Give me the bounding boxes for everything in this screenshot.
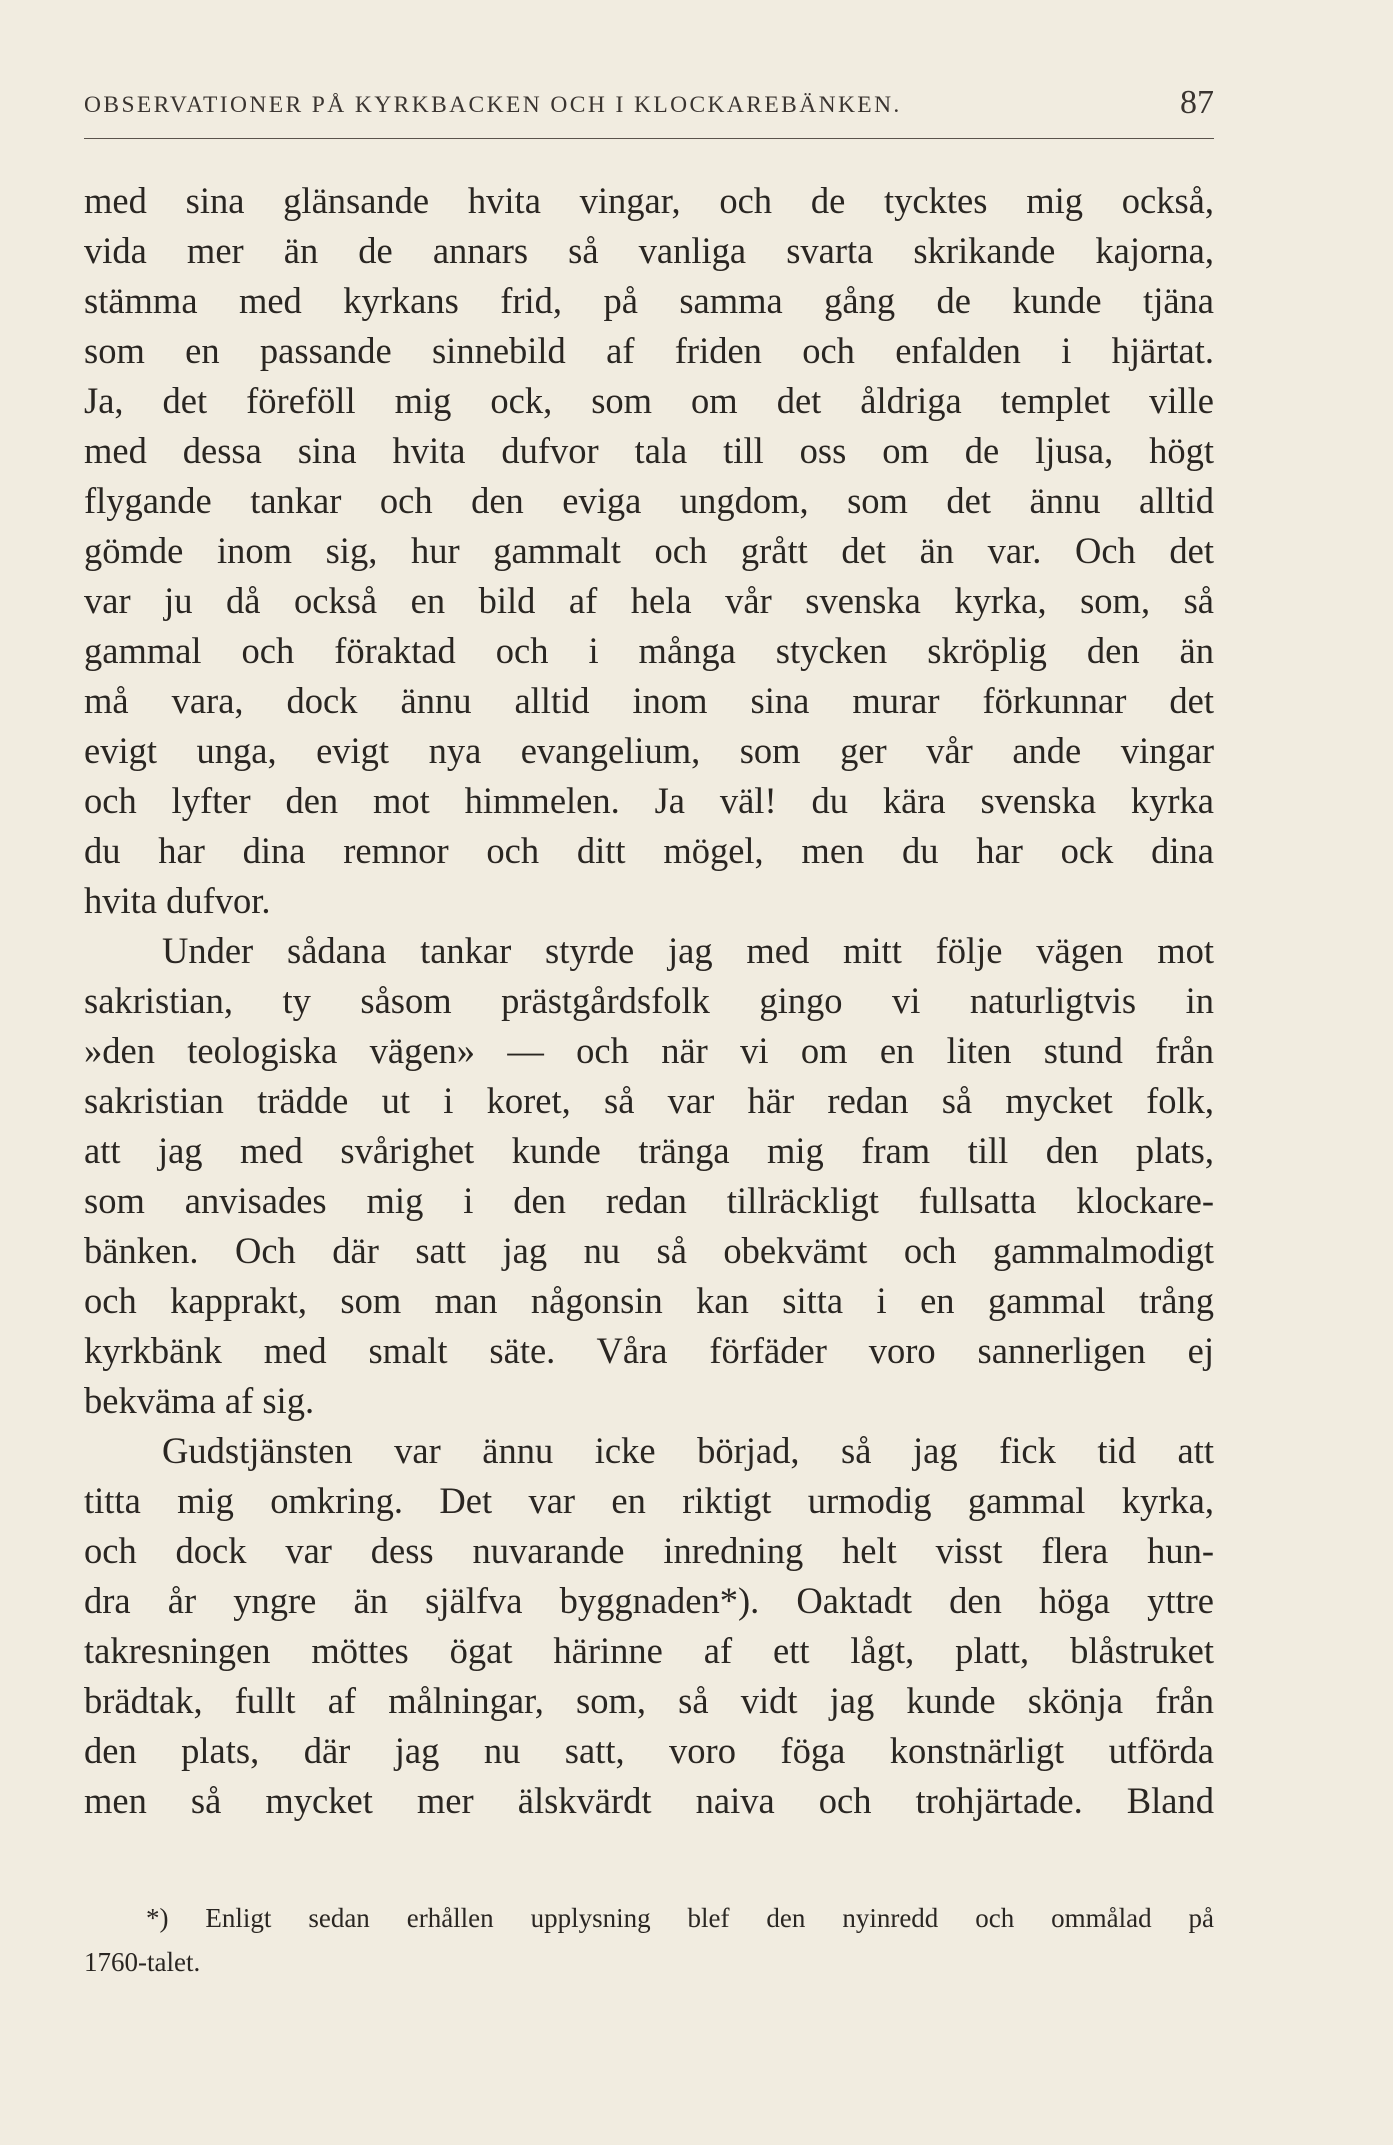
text-line: var ju då också en bild af hela vår svenska kyrka, som, så [84,580,1214,621]
text-line: med sina glänsande hvita vingar, och de tycktes mig också, [84,180,1214,221]
text-line: bekväma af sig. [84,1380,315,1421]
text-line: sakristian, ty såsom prästgårdsfolk gingo vi naturligtvis in [84,980,1214,1021]
text-line: dra år yngre än själfva byggnaden*). Oaktadt den höga yttre [84,1580,1214,1621]
text-line: titta mig omkring. Det var en riktigt urmodig gammal kyrka, [84,1480,1214,1521]
page-number: 87 [1180,84,1214,121]
text-line: som anvisades mig i den redan tillräckligt fullsatta klockare- [84,1180,1214,1221]
running-head [84,84,1214,124]
text-line: med dessa sina hvita dufvor tala till oss om de ljusa, högt [84,430,1214,471]
text-line: att jag med svårighet kunde tränga mig fram till den plats, [84,1130,1214,1171]
text-line: gömde inom sig, hur gammalt och grått det än var. Och det [84,530,1214,571]
text-line: »den teologiska vägen» — och när vi om en liten stund från [84,1030,1214,1071]
text-line: hvita dufvor. [84,880,271,921]
text-line: vida mer än de annars så vanliga svarta skrikande kajorna, [84,230,1214,271]
text-line: som en passande sinnebild af friden och enfalden i hjärtat. [84,330,1214,371]
text-line: du har dina remnor och ditt mögel, men du har ock dina [84,830,1214,871]
footnote-line: *) Enligt sedan erhållen upplysning blef den nyinredd och ommålad på [146,1903,1214,1933]
text-line: flygande tankar och den eviga ungdom, som det ännu alltid [84,480,1214,521]
text-line: sakristian trädde ut i koret, så var här redan så mycket folk, [84,1080,1214,1121]
text-line: brädtak, fullt af målningar, som, så vidt jag kunde skönja från [84,1680,1214,1721]
text-line: evigt unga, evigt nya evangelium, som ger vår ande vingar [84,730,1214,771]
body-text [84,176,1214,1826]
text-line: gammal och föraktad och i många stycken skröplig den än [84,630,1214,671]
running-title: OBSERVATIONER PÅ KYRKBACKEN OCH I KLOCKAREBÄNKEN. [84,92,902,118]
footnote [84,1896,1214,1984]
text-line: och kapprakt, som man någonsin kan sitta i en gammal trång [84,1280,1214,1321]
text-line: och lyfter den mot himmelen. Ja väl! du kära svenska kyrka [84,780,1214,821]
footnote-line: 1760-talet. [84,1947,201,1977]
text-line: bänken. Och där satt jag nu så obekvämt och gammalmodigt [84,1230,1214,1271]
text-line: takresningen möttes ögat härinne af ett lågt, platt, blåstruket [84,1630,1214,1671]
text-line: kyrkbänk med smalt säte. Våra förfäder voro sannerligen ej [84,1330,1214,1371]
text-line: och dock var dess nuvarande inredning helt visst flera hun- [84,1530,1214,1571]
header-rule [84,138,1214,139]
text-line: men så mycket mer älskvärdt naiva och trohjärtade. Bland [84,1780,1214,1821]
paragraph-start-line: Under sådana tankar styrde jag med mitt följe vägen mot [162,930,1214,971]
text-line: Ja, det föreföll mig ock, som om det åldriga templet ville [84,380,1214,421]
text-line: den plats, där jag nu satt, voro föga konstnärligt utförda [84,1730,1214,1771]
text-line: stämma med kyrkans frid, på samma gång de kunde tjäna [84,280,1214,321]
paragraph-start-line: Gudstjänsten var ännu icke börjad, så jag fick tid att [162,1430,1214,1471]
text-line: må vara, dock ännu alltid inom sina murar förkunnar det [84,680,1214,721]
